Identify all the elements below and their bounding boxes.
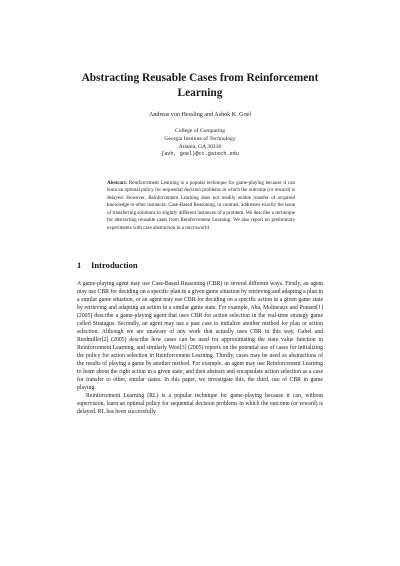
affiliation-institution: Georgia Institute of Technology <box>164 135 236 142</box>
abstract <box>107 180 295 232</box>
body-text <box>77 280 323 416</box>
section-title: Introduction <box>91 260 138 270</box>
abstract-label: Abstract. <box>107 180 128 186</box>
paper-title: Abstracting Reusable Cases from Reinforcement Learning <box>81 72 319 99</box>
section-number: 1 <box>77 260 82 270</box>
affiliation-department: College of Computing <box>174 128 226 134</box>
affiliation-block <box>0 128 400 159</box>
body-paragraph: Reinforcement Learning (RL) is a popular technique for game-playing because it can, without supervision, learn an optimal policy for sequential decision problems in which the outcome (or reward) is delayed. RL has been successfully <box>77 393 323 415</box>
abstract-text: Reinforcement Learning is a popular technique for game-playing because it can learn an optimal policy for sequential decision problems in which the outcome (or reward) is delayed. However, Reinforcement Learning does not readily enable transfer of acquired knowledge to other instances. Case-Based Reasoning, in contrast, addresses exactly the issue of transferring solutions to slightly different instances of a problem. We describe a technique for abstracting reusable cases from Reinforcement Learning. We also report on preliminary experiments with case abstraction in a microworld. <box>107 180 296 231</box>
affiliation-city: Atlanta, GA 30318 <box>178 143 222 150</box>
paper-authors: Andreas von Hessling and Ashok K. Goel <box>148 112 252 118</box>
affiliation-email: {avh, goel}@cc.gatech.edu <box>161 151 239 158</box>
body-paragraph: A game-playing agent may use Case-Based Reasoning (CBR) in several different ways. Firstly, an agent may use CBR for deciding on a specific plan in a given game situation by retrieving and adapting a plan in a similar game situation, or an agent may use CBR for deciding on a specific action in a given game state by retrieving and adapting an action in a similar game state. For example, Aha, Molineaux and Ponsen[1] (2005) describe a game-playing agent that uses CBR for action selection in the real-time strategy game called Stratagus. Secondly, an agent may use a past case to initialize another method for plan or action selection. Although we are unaware of any work that actually uses CBR in this way, Gabel and Riedmiller[2] (2005) describe how cases can be used for approximating the state value function in Reinforcement Learning, and similarly West[3] (2005) reports on the potential use of cases for initializing the policy for action selection in Reinforcement Learning. Thirdly, cases may be used as abstractions of the results of playing a game by another method. For example, an agent may use Reinforcement Learning to learn about the right action in a given state, and then abstract and encapsulate action selection as a case for transfer to other, similar states. In this paper, we investigate this, the third, use of CBR in game playing. <box>77 281 323 391</box>
section-heading <box>77 259 327 271</box>
